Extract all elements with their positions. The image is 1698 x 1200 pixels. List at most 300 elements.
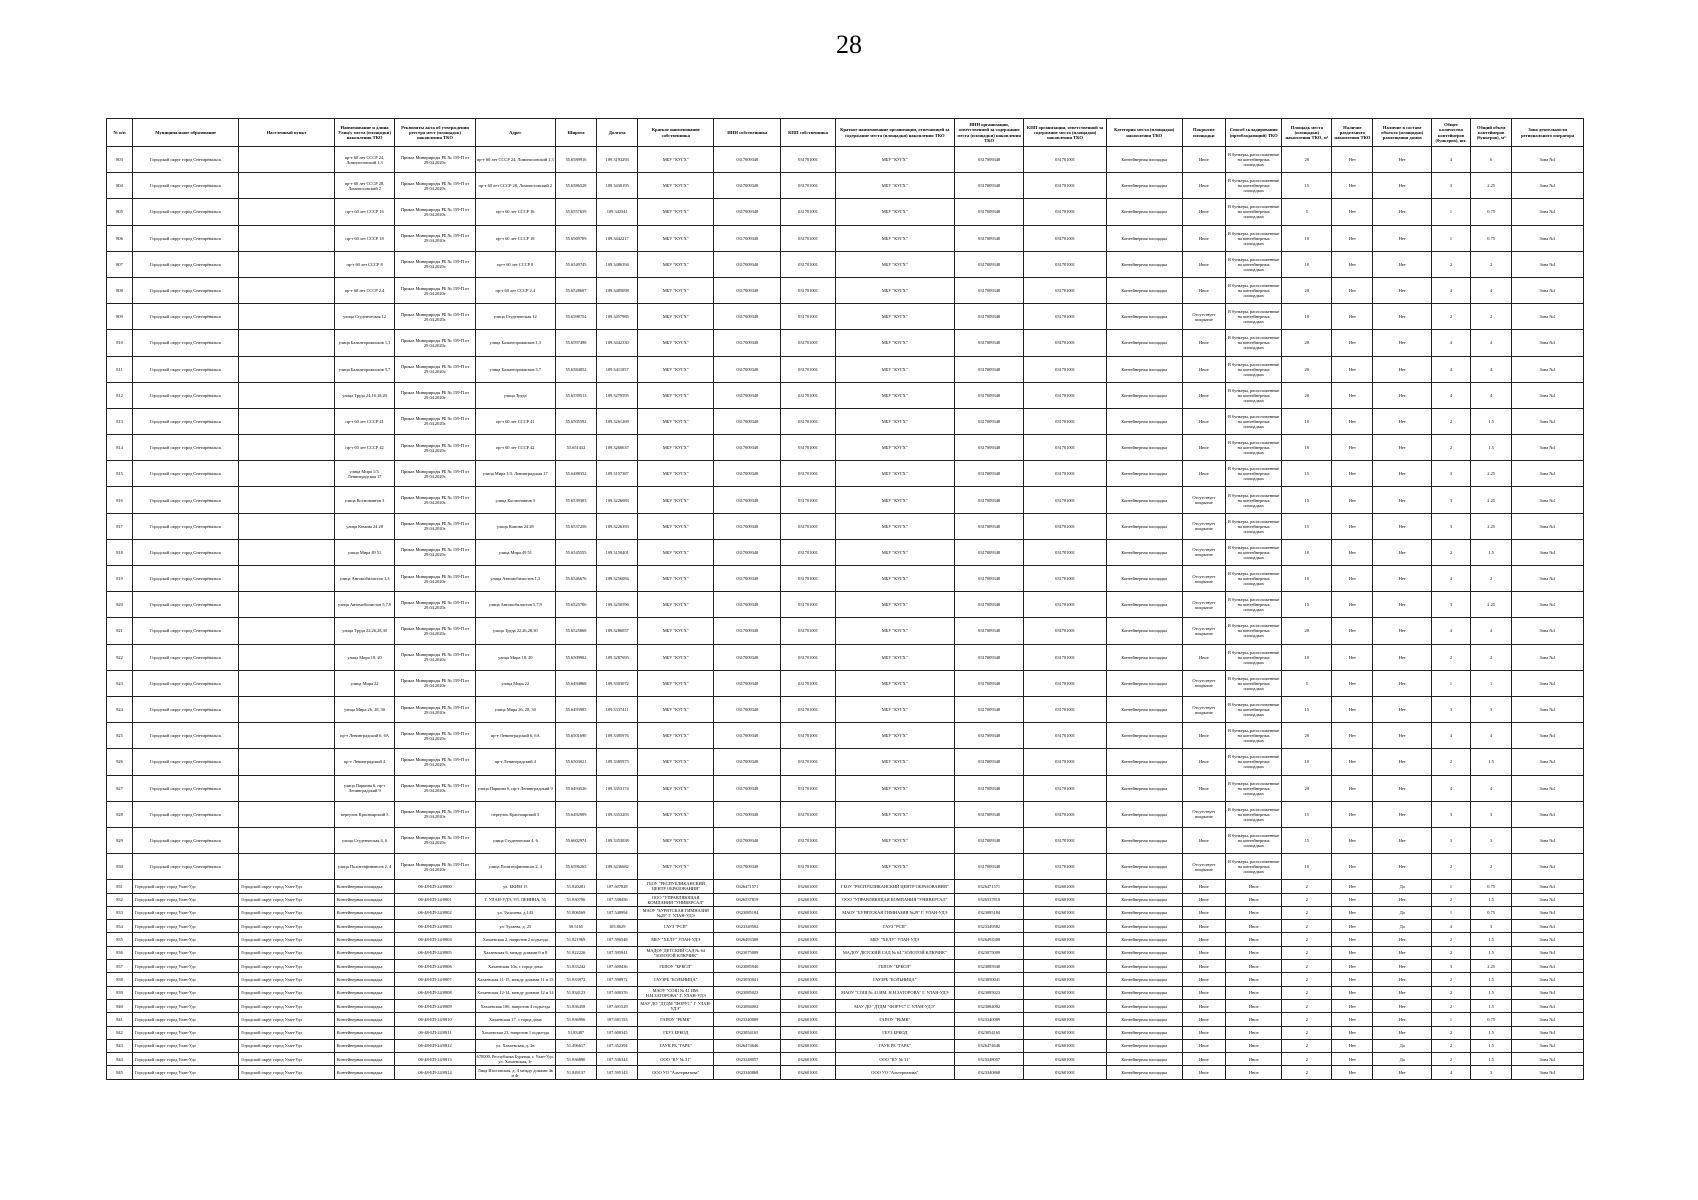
table-cell-addr: улица Студенческая 12 [475,304,555,330]
table-cell-lon: 109.3353038 [597,827,638,853]
table-cell-dom: Нет [1373,644,1432,670]
table-cell-oinn: 0323084002 [954,999,1023,1012]
table-cell-way: В бункеры, расположенные на контейнерных площадках [1226,435,1282,461]
table-cell-own: МБУ "КУГХ" [638,827,714,853]
table-cell-cnt: 4 [1432,277,1471,303]
table-cell-cov: Иное [1182,933,1225,946]
table-cell-okpp: 031701001 [1024,147,1106,173]
column-header: Площадь места (площадки) накопления ТКО, м² [1282,119,1332,147]
table-cell-sep: Нет [1332,147,1373,173]
table-cell-inn: 0326493308 [714,933,781,946]
table-cell-act: Приказ Минприроды РБ № 159-П от 29.04.2020г. [395,592,475,618]
table-cell-kpp: 031701001 [781,618,835,644]
table-cell-cov: Отсутствует покрытие [1182,592,1225,618]
table-cell-kpp: 032601001 [781,1039,835,1052]
table-cell-cnt: 3 [1432,801,1471,827]
table-cell-dom: Нет [1373,382,1432,408]
table-row [107,854,1584,880]
table-cell-okpp: 032601001 [1024,946,1106,959]
table-cell-way: В бункеры, расположенные на контейнерных площадках [1226,173,1282,199]
table-cell-addr: пр-т 60 лет СССР 42 [475,435,555,461]
table-cell-area: 20 [1282,356,1332,382]
table-cell-addr: переулок Красноярский 3 [475,801,555,827]
table-cell-lat: 51.836890 [555,1053,596,1066]
table-cell-own: МБУ "КУГХ" [638,539,714,565]
table-cell-way: Иное [1226,933,1282,946]
table-cell-cat: Контейнерная площадка [1106,356,1182,382]
table-cell-own: МАДОУ ДЕТСКИЙ САД № 64 "ЗОЛОТОЙ КЛЮЧИК" [638,946,714,959]
table-row [107,827,1584,853]
table-cell-name: Контейнерная площадка [334,946,395,959]
table-cell-area: 2 [1282,893,1332,906]
table-cell-own: МБУ "КУГХ" [638,487,714,513]
table-cell-oinn: 0317009348 [954,356,1023,382]
table-cell-inn: 0317009348 [714,618,781,644]
table-cell-inn: 0323085940 [714,960,781,973]
table-cell-oinn: 0317009348 [954,566,1023,592]
table-cell-mo: Городской округ город Снегирёвальск [133,696,239,722]
table-cell-sep: Нет [1332,999,1373,1012]
table-cell-name: пр-т 60 лет СССР 24, Ломоносовский 1,3 [334,147,395,173]
table-cell-oinn: 0317009348 [954,173,1023,199]
table-cell-own: ГАПОУ "РБМК" [638,1013,714,1026]
table-cell-zone: Зона №1 [1512,251,1584,277]
table-cell-lon: 107.595143 [597,1066,638,1079]
table-cell-lat: 51.833242 [555,960,596,973]
table-cell-org: МБУ "КУГХ" [835,173,954,199]
table-cell-area: 15 [1282,461,1332,487]
table-cell-cnt: 2 [1432,251,1471,277]
table-cell-lat: 55.6488352 [555,461,596,487]
table-cell-cov: Иное [1182,251,1225,277]
table-cell-own: МБУ "КУГХ" [638,408,714,434]
table-cell-cov: Иное [1182,920,1225,933]
table-cell-own: МБУ "КУГХ" [638,566,714,592]
table-cell-okpp: 031701001 [1024,513,1106,539]
table-cell-cov: Иное [1182,775,1225,801]
table-cell-cat: Контейнерная площадка [1106,723,1182,749]
table-cell-sep: Нет [1332,775,1373,801]
table-cell-org: МАДОУ ДЕТСКИЙ САД № 64 "ЗОЛОТОЙ КЛЮЧИК" [835,946,954,959]
table-cell-sep: Нет [1332,408,1373,434]
table-cell-act: Приказ Минприроды РБ № 159-П от 29.04.2020г. [395,801,475,827]
table-cell-vol: 1.5 [1471,999,1512,1012]
table-cell-oinn: 0317009348 [954,644,1023,670]
table-cell-vol: 1.5 [1471,986,1512,999]
table-cell-lat: 55.6537256 [555,513,596,539]
table-cell-zone: Зона №1 [1512,304,1584,330]
table-cell-sep: Нет [1332,435,1373,461]
table-cell-name: улица Бальнеорожисков 5,7 [334,356,395,382]
table-cell-inn: 0317009348 [714,330,781,356]
table-cell-oinn: 0317009348 [954,696,1023,722]
table-cell-cov: Отсутствует покрытие [1182,854,1225,880]
table-row [107,356,1584,382]
table-cell-act: 06-48-БП-24/0812 [395,1039,475,1052]
table-cell-cnt: 2 [1432,1053,1471,1066]
table-cell-cnt: 3 [1432,173,1471,199]
table-cell-lat: 55.6493985 [555,696,596,722]
table-cell-sep: Нет [1332,960,1373,973]
table-cell-mo: Городской округ город Снегирёвальск [133,566,239,592]
table-cell-mo: Городской округ город Снегирёвальск [133,199,239,225]
table-cell-area: 2 [1282,906,1332,919]
table-cell-cnt: 2 [1432,854,1471,880]
table-cell-name: улица Паркина 6, пр-т Ленинградский 9 [334,775,395,801]
table-row [107,1039,1584,1052]
table-cell-cov: Иное [1182,408,1225,434]
table-cell-cnt: 2 [1432,644,1471,670]
table-cell-inn: 0317009348 [714,801,781,827]
table-cell-act: Приказ Минприроды РБ № 159-П от 29.04.2020г. [395,147,475,173]
table-cell-okpp: 032601001 [1024,986,1106,999]
table-cell-dom: Нет [1373,461,1432,487]
column-header: Наличие в составе объекта (площадки) размещения домов [1373,119,1432,147]
table-cell-sep: Нет [1332,1013,1373,1026]
table-cell-own: ООО "УПРАВЛЯЮЩАЯ КОМПАНИЯ "УНИВЕРСАЛ" [638,893,714,906]
table-cell-n: 824 [107,696,133,722]
table-cell-act: 06-48-БП-24/0806 [395,960,475,973]
table-cell-cov: Иное [1182,199,1225,225]
table-cell-cat: Контейнерная площадка [1106,827,1182,853]
table-cell-lon: 109.3150401 [597,539,638,565]
table-cell-name: улица Комова 24 28 [334,513,395,539]
table-cell-dom: Нет [1373,775,1432,801]
table-row [107,973,1584,986]
table-cell-way: В бункеры, расположенные на контейнерных площадках [1226,749,1282,775]
table-cell-vol: 1.5 [1471,1026,1512,1039]
table-cell-org: МБУ "КУГХ" [835,408,954,434]
table-cell-name: Контейнерная площадка [334,1053,395,1066]
table-cell-inn: 0323340868 [714,1066,781,1079]
table-cell-cat: Контейнерная площадка [1106,670,1182,696]
table-cell-cnt: 1 [1432,906,1471,919]
table-cell-zone: Зона №1 [1512,999,1584,1012]
table-cell-sep: Нет [1332,225,1373,251]
table-cell-sep: Нет [1332,933,1373,946]
table-cell-own: ООО УО "Альтернатива" [638,1066,714,1079]
table-cell-mo: Городской округ город Снегирёвальск [133,539,239,565]
table-cell-oinn: 0326474646 [954,1039,1023,1052]
table-cell-inn: 0317009348 [714,147,781,173]
table-cell-way: В бункеры, расположенные на контейнерных площадках [1226,513,1282,539]
table-cell-lon: 107.536344 [597,1053,638,1066]
table-cell-cov: Отсутствует покрытие [1182,513,1225,539]
table-cell-zone: Зона №1 [1512,277,1584,303]
table-cell-way: В бункеры, расположенные на контейнерных площадках [1226,854,1282,880]
table-cell-cat: Контейнерная площадка [1106,199,1182,225]
table-cell-zone: Зона №1 [1512,880,1584,893]
table-cell-addr: улица Мира 49 51 [475,539,555,565]
table-cell-oinn: 0317009348 [954,330,1023,356]
table-cell-org: МБУ "КУГХ" [835,775,954,801]
table-cell-kpp: 031701001 [781,173,835,199]
table-cell-oinn: 0323340868 [954,1066,1023,1079]
table-cell-act: Приказ Минприроды РБ № 159-П от 29.04.2020г. [395,487,475,513]
table-row [107,539,1584,565]
table-cell-kpp: 032601001 [781,973,835,986]
table-cell-way: Иное [1226,960,1282,973]
table-cell-mo: Городской округ город Снегирёвальск [133,173,239,199]
table-cell-zone: Зона №1 [1512,225,1584,251]
table-cell-name: улица Автомобилистов 5,7,9 [334,592,395,618]
table-cell-zone: Зона №1 [1512,487,1584,513]
table-cell-act: Приказ Минприроды РБ № 159-П от 29.04.2020г. [395,749,475,775]
table-cell-okpp: 031701001 [1024,696,1106,722]
table-cell-inn: 0323085023 [714,986,781,999]
table-cell-way: В бункеры, расположенные на контейнерных площадках [1226,827,1282,853]
table-cell-lon: 109.3337411 [597,696,638,722]
table-cell-cat: Контейнерная площадка [1106,775,1182,801]
table-cell-lon: 109.342341 [597,199,638,225]
table-cell-act: Приказ Минприроды РБ № 159-П от 29.04.2020г. [395,356,475,382]
table-cell-zone: Зона №1 [1512,933,1584,946]
table-cell-lat: 55.6597498 [555,330,596,356]
table-cell-sep: Нет [1332,173,1373,199]
table-cell-name: Контейнерная площадка [334,893,395,906]
table-cell-kpp: 031701001 [781,749,835,775]
table-cell-name: Контейнерная площадка [334,960,395,973]
table-cell-act: Приказ Минприроды РБ № 159-П от 29.04.2020г. [395,618,475,644]
table-cell-org: МБУ "КУГХ" [835,461,954,487]
table-cell-inn: 0317009348 [714,670,781,696]
table-cell-kpp: 031701001 [781,670,835,696]
table-cell-name: пр-т 60 лет СССР 2,4 [334,277,395,303]
table-cell-np [239,356,334,382]
table-cell-way: Иное [1226,880,1282,893]
table-cell-cat: Контейнерная площадка [1106,251,1182,277]
table-cell-lat: 55.6525706 [555,592,596,618]
table-cell-okpp: 032601001 [1024,960,1106,973]
table-cell-way: Иное [1226,906,1282,919]
table-cell-cov: Иное [1182,1066,1225,1079]
table-cell-n: 844 [107,1053,133,1066]
table-cell-cov: Отсутствует покрытие [1182,539,1225,565]
column-header: Адрес [475,119,555,147]
table-cell-addr: улица Мира 22 [475,670,555,696]
table-cell-own: ГБОУ "РЕСПУБЛИКАНСКИЙ ЦЕНТР ОБРАЗОВАНИЯ" [638,880,714,893]
table-cell-way: В бункеры, расположенные на контейнерных площадках [1226,147,1282,173]
table-cell-act: Приказ Минприроды РБ № 159-П от 29.04.2020г. [395,539,475,565]
table-cell-own: МБУ "КУГХ" [638,225,714,251]
table-cell-lat: 55.6528607 [555,277,596,303]
table-cell-org: МБУ "КУГХ" [835,801,954,827]
table-cell-cnt: 4 [1432,618,1471,644]
table-cell-mo: Городской округ город Улан-Удэ [133,973,239,986]
table-cell-mo: Городской округ город Улан-Удэ [133,960,239,973]
table-cell-vol: 1.5 [1471,933,1512,946]
table-cell-dom: Нет [1373,960,1432,973]
table-cell-inn: 0323085184 [714,906,781,919]
table-cell-oinn: 0317009348 [954,461,1023,487]
table-cell-vol: 0.75 [1471,199,1512,225]
table-cell-zone: Зона №1 [1512,827,1584,853]
table-cell-lon: 107.538456 [597,893,638,906]
table-cell-lon: 109.3430195 [597,173,638,199]
table-cell-vol: 3 [1471,696,1512,722]
table-cell-vol: 3 [1471,827,1512,853]
table-cell-addr: улица Труда [475,382,555,408]
table-cell-kpp: 032601001 [781,1066,835,1079]
table-cell-name: Контейнерная площадка [334,920,395,933]
table-cell-oinn: 0317009348 [954,854,1023,880]
table-cell-own: МБУ "КУГХ" [638,277,714,303]
table-cell-mo: Городской округ город Улан-Удэ [133,1013,239,1026]
table-cell-act: 06-48-БП-24/0810 [395,1013,475,1026]
table-cell-name: пр-т 60 лет СССР 18 [334,225,395,251]
table-cell-own: МБУ "КУГХ" [638,644,714,670]
table-cell-kpp: 032601001 [781,906,835,919]
table-cell-sep: Нет [1332,854,1373,880]
table-cell-lon: 109.3286057 [597,618,638,644]
table-cell-lat: 51.820281 [555,880,596,893]
table-cell-area: 20 [1282,382,1332,408]
table-cell-vol: 2.25 [1471,173,1512,199]
table-cell-lon: 109.3250596 [597,592,638,618]
table-cell-mo: Городской округ город Снегирёвальск [133,382,239,408]
table-cell-vol: 1.5 [1471,408,1512,434]
table-cell-mo: Городской округ город Улан-Удэ [133,880,239,893]
table-cell-way: Иное [1226,986,1282,999]
table-cell-org: МБУ "КУГХ" [835,827,954,853]
table-cell-zone: Зона №1 [1512,1013,1584,1026]
table-cell-oinn: 0317009348 [954,408,1023,434]
table-cell-area: 15 [1282,487,1332,513]
table-cell-n: 840 [107,999,133,1012]
table-cell-own: ГАУК РБ "ГАРБ" [638,1039,714,1052]
table-cell-cov: Иное [1182,147,1225,173]
table-cell-inn: 0323348057 [714,1053,781,1066]
table-cell-n: 807 [107,251,133,277]
table-cell-mo: Городской округ город Улан-Удэ [133,933,239,946]
table-cell-kpp: 032601001 [781,946,835,959]
table-cell-n: 833 [107,906,133,919]
table-cell-mo: Городской округ город Снегирёвальск [133,435,239,461]
column-header: Краткое наименование организации, отвечающей за содержание места (площадки) накопления ТКО [835,119,954,147]
table-cell-oinn: 0317009348 [954,513,1023,539]
table-cell-inn: 0317009348 [714,435,781,461]
table-row [107,946,1584,959]
table-cell-zone: Зона №1 [1512,618,1584,644]
table-cell-mo: Городской округ город Улан-Удэ [133,920,239,933]
table-cell-dom: Да [1373,1053,1432,1066]
table-cell-cov: Отсутствует покрытие [1182,670,1225,696]
table-cell-addr: Хахаевская 6, между домами 6 и 8 [475,946,555,959]
table-cell-dom: Нет [1373,408,1432,434]
table-cell-name: улица Мира 1/3, Ленинградская 17 [334,461,395,487]
table-cell-lon: 107.601153 [597,1013,638,1026]
column-header: № п/п [107,119,133,147]
table-row [107,173,1584,199]
table-cell-lat: 55.6584052 [555,356,596,382]
table-cell-okpp: 032601001 [1024,973,1106,986]
table-cell-cnt: 1 [1432,225,1471,251]
table-cell-zone: Зона №1 [1512,973,1584,986]
table-cell-area: 2 [1282,920,1332,933]
table-cell-sep: Нет [1332,1026,1373,1039]
table-cell-zone: Зона №1 [1512,566,1584,592]
table-cell-kpp: 031701001 [781,225,835,251]
table-cell-n: 834 [107,920,133,933]
table-cell-name: Контейнерная площадка [334,906,395,919]
table-cell-act: 06-48-БП-24/0801 [395,893,475,906]
table-cell-cat: Контейнерная площадка [1106,487,1182,513]
table-cell-addr: Хахаевская 17, с торца дома [475,1013,555,1026]
table-cell-own: ГБПОУ "БРКСП" [638,960,714,973]
table-cell-okpp: 032601001 [1024,1053,1106,1066]
table-cell-addr: пр-т 60 лет СССР 24, Ломоносовский 1,3 [475,147,555,173]
table-cell-mo: Городской округ город Снегирёвальск [133,487,239,513]
table-cell-n: 809 [107,304,133,330]
table-cell-np [239,670,334,696]
table-cell-org: МБУ "ХЕЛУ" УЛАН-УДЭ [835,933,954,946]
table-cell-own: ГБУЗ БРКОД [638,1026,714,1039]
table-cell-inn: 0317009348 [714,644,781,670]
table-cell-sep: Нет [1332,618,1373,644]
table-cell-cat: Контейнерная площадка [1106,539,1182,565]
table-cell-mo: Городской округ город Улан-Удэ [133,946,239,959]
table-row [107,304,1584,330]
table-cell-name: улица Политехфинансов 2, 4 [334,854,395,880]
table-cell-cov: Иное [1182,1026,1225,1039]
table-cell-name: Контейнерная площадка [334,933,395,946]
table-cell-cnt: 2 [1432,304,1471,330]
table-cell-inn: 0317009348 [714,749,781,775]
table-cell-zone: Зона №1 [1512,723,1584,749]
table-cell-cat: Контейнерная площадка [1106,147,1182,173]
table-cell-np [239,696,334,722]
table-cell-oinn: 0326537819 [954,893,1023,906]
table-cell-act: 06-48-БП-24/0809 [395,999,475,1012]
table-cell-name: Контейнерная площадка [334,999,395,1012]
table-cell-inn: 0326474646 [714,1039,781,1052]
table-cell-cnt: 4 [1432,566,1471,592]
table-cell-act: Приказ Минприроды РБ № 159-П от 29.04.2020г. [395,670,475,696]
table-cell-act: Приказ Минприроды РБ № 159-П от 29.04.2020г. [395,199,475,225]
table-cell-area: 20 [1282,147,1332,173]
table-cell-okpp: 031701001 [1024,749,1106,775]
table-cell-cov: Иное [1182,1013,1225,1026]
table-cell-vol: 0.75 [1471,1013,1512,1026]
table-cell-own: МБУ "КУГХ" [638,304,714,330]
table-cell-okpp: 031701001 [1024,566,1106,592]
table-cell-cnt: 2 [1432,973,1471,986]
table-cell-sep: Нет [1332,199,1373,225]
table-cell-mo: Городской округ город Снегирёвальск [133,304,239,330]
table-cell-inn: 0317009348 [714,408,781,434]
table-cell-okpp: 031701001 [1024,775,1106,801]
table-cell-area: 15 [1282,592,1332,618]
table-cell-np: Городской округ город Улан-Удэ [239,1013,334,1026]
table-cell-dom: Нет [1373,277,1432,303]
table-cell-way: В бункеры, расположенные на контейнерных площадках [1226,487,1282,513]
table-cell-mo: Городской округ город Снегирёвальск [133,801,239,827]
table-cell-area: 2 [1282,1053,1332,1066]
table-cell-lon: 109.3226393 [597,513,638,539]
table-cell-zone: Зона №1 [1512,696,1584,722]
table-cell-act: 06-48-БП-24/0800 [395,880,475,893]
table-cell-inn: 0323349582 [714,920,781,933]
table-cell-mo: Городской округ город Снегирёвальск [133,147,239,173]
table-cell-own: ГАУЗРБ "БОЛЬНИЦА" [638,973,714,986]
table-cell-np: Городской округ город Улан-Удэ [239,933,334,946]
table-cell-org: МАУ ДО "ДТДМ "ФОРУС" Г. УЛАН-УДЭ" [835,999,954,1012]
table-cell-way: В бункеры, расположенные на контейнерных площадках [1226,461,1282,487]
table-cell-mo: Городской округ город Улан-Удэ [133,893,239,906]
table-cell-np [239,618,334,644]
table-row [107,147,1584,173]
table-cell-vol: 3 [1471,920,1512,933]
